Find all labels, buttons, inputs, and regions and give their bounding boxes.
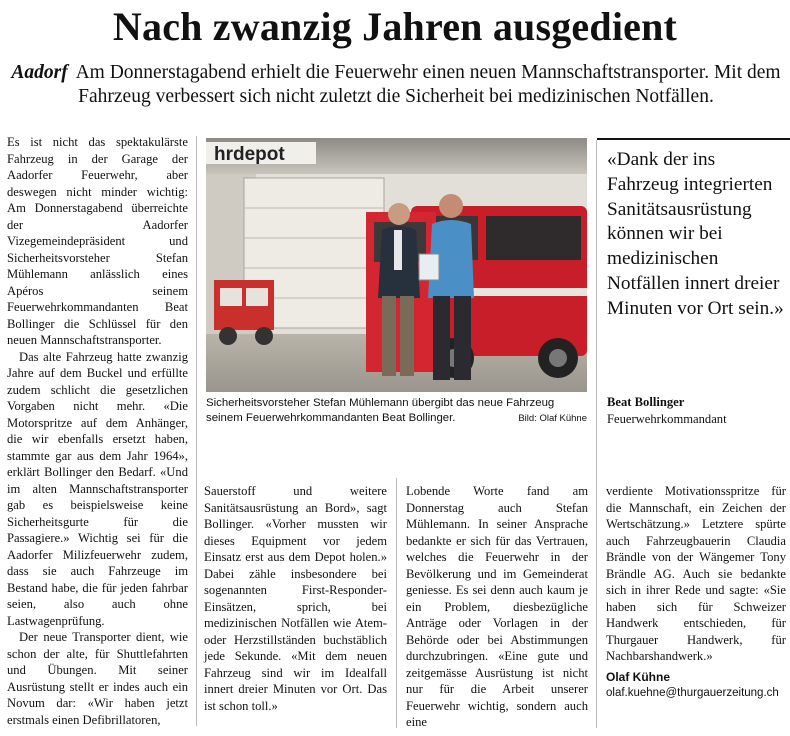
paragraph: Lobende Worte fand am Donnerstag auch Stefan Mühlemann. In seiner Ansprache bedankte er sich für das Vertrauen, welches die Feuerwehr in der Bevölkerung und im Gemeinderat geniesse. Es sei denn auch kaum je ein Problem, diesbezügliche Anträge oder Vorlagen in der Behörde oder bei Abstimmungen durchzubringen. «Eine gute und zeitgemässe Ausrüstung ist nicht nur für die Arbeit unserer Feuerwehr wichtig, sondern auch eine [406,484,588,729]
photo-credit: Bild: Olaf Kühne [518,413,587,424]
photo-caption [206,396,587,426]
depot-sign: hrdepot [214,144,285,165]
author-name: Olaf Kühne [606,670,671,684]
lead-place: Aadorf [11,62,68,83]
key-card [419,254,439,280]
article-column-2 [204,483,387,714]
paragraph: Das alte Fahrzeug hatte zwanzig Jahre auf dem Buckel und erfüllte zudem schlicht die gesetzlichen Vorgaben nicht mehr. «Die Motorspritze auf dem Anhänger, die wir ebenfalls ersetzt haben, stammte gar aus dem Jahr 1964», erklärt Bollinger den Bedarf. «Und im alten Mannschaftstransporter gab es beispielsweise keine Sicherheitsgurte für die Passagiere.» Wichtig sei für die Aadorfer Milizfeuerwehr zudem, dass sie auch Fahrzeuge im Bestand habe, die für jeden fahrbar seien, also auch ohne Lastwagenprüfung. [7,349,188,628]
paragraph: Es ist nicht das spektakulärste Fahrzeug in der Garage der Aadorfer Feuerwehr, aber deswegen nicht minder wichtig: Am Donnerstagabend überreichte der Aadorfer Vizegemeindepräsident und Sicherheitsvorsteher Stefan Mühlemann anlässlich eines Apéros seinem Feuerwehrkommandanten Beat Bollinger die Schlüssel für den neuen Mannschaftstransporter. [7,135,188,347]
author-email[interactable]: olaf.kuehne@thurgauerzeitung.ch [606,687,779,699]
lead-paragraph [6,61,786,109]
column-divider [596,140,597,728]
column-divider [396,478,397,728]
pull-quote: «Dank der ins Fahrzeug integrierten Sanitätsausrüstung können wir bei medizinischen Notfällen innert dreier Minuten vor Ort sein.» [607,149,784,319]
headline: Nach zwanzig Jahren ausgedient [112,4,678,49]
article-column-4 [606,483,786,665]
fire-truck-handover-image [206,138,587,392]
article-column-1 [7,134,188,728]
article-photo [206,138,587,392]
paragraph: Der neue Transporter dient, wie schon der alte, für Shuttlefahrten und Übungen. Mit seiner Ausrüstung stellt er indes auch ein Novum dar: «Wir haben jetzt erstmals einen Defibrillatoren, [7,630,188,727]
lead-text: Am Donnerstagabend erhielt die Feuerwehr einen neuen Mannschaftstransporter. Mit dem Fahrzeug verbessert sich nicht zuletzt die Sicherheit bei medizinischen Notfällen. [75,62,781,107]
quote-rule [597,138,790,140]
quote-name: Beat Bollinger [607,395,685,409]
column-divider [196,136,197,726]
paragraph: Sauerstoff und weitere Sanitätsausrüstung an Bord», sagt Bollinger. «Vorher mussten wir dieses Equipment vor jedem Einsatz erst aus dem Depot holen.» Dabei zähle insbesondere bei sogenannten First-Responder-Einsätzen, sprich, bei medizinischen Notfällen wie Atem- oder Herzstillständen buchstäblich jede Sekunde. «Mit dem neuen Fahrzeug sind wir im Idealfall innert dreier Minuten vor Ort. Das ist schon toll.» [204,484,387,713]
paragraph: verdiente Motivationsspritze für die Mannschaft, ein Zeichen der Wertschätzung.» Letztere spürte auch Fahrzeugbauerin Claudia Brändle von der Wängemer Tony Brändle AG. Auch sie bedankte sich in ihrer Rede und sagte: «Sie haben sich für Schweizer Handwerk entschieden, für Thurgauer Handwerk, für Nachbarshandwerk.» [606,484,786,663]
article-column-3 [406,483,588,731]
caption-text: Sicherheitsvorsteher Stefan Mühlemann übergibt das neue Fahrzeug seinem Feuerwehrkommandanten Beat Bollinger. [206,397,555,424]
quote-role: Feuerwehrkommandant [607,412,727,426]
